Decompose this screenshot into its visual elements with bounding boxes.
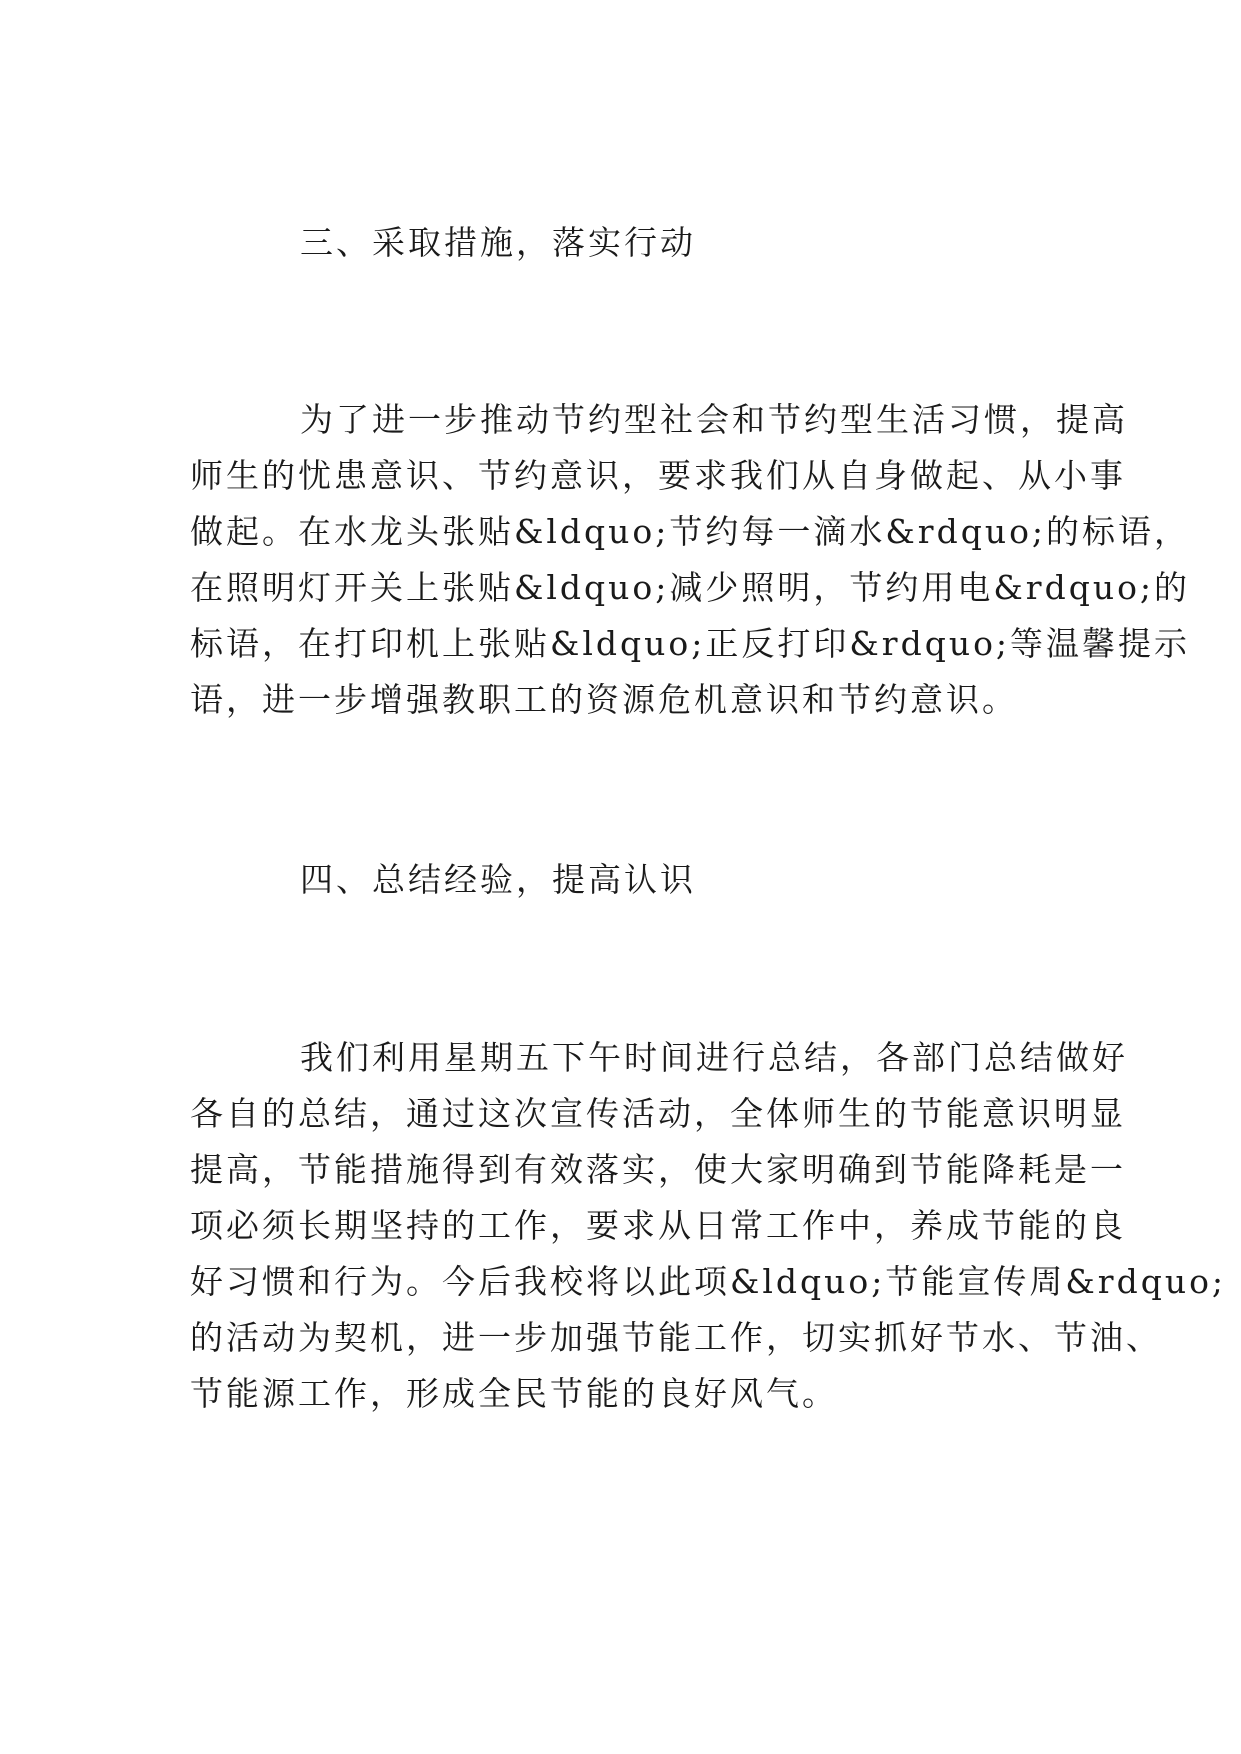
paragraph-line: 为了进一步推动节约型社会和节约型生活习惯，提高	[300, 400, 1128, 439]
paragraph-line: 我们利用星期五下午时间进行总结，各部门总结做好	[300, 1038, 1128, 1077]
paragraph-line: 好习惯和行为。今后我校将以此项&ldquo;节能宣传周&rdquo;	[190, 1262, 1227, 1301]
section-3-paragraph	[190, 392, 1191, 728]
section-4-paragraph	[190, 1030, 1227, 1422]
paragraph-line: 在照明灯开关上张贴&ldquo;减少照明，节约用电&rdquo;的	[190, 568, 1191, 607]
section-3-heading: 三、采取措施，落实行动	[300, 223, 696, 262]
paragraph-line: 标语，在打印机上张贴&ldquo;正反打印&rdquo;等温馨提示	[190, 624, 1191, 663]
paragraph-line: 节能源工作，形成全民节能的良好风气。	[190, 1374, 838, 1413]
paragraph-line: 项必须长期坚持的工作，要求从日常工作中，养成节能的良	[190, 1206, 1126, 1245]
paragraph-line: 各自的总结，通过这次宣传活动，全体师生的节能意识明显	[190, 1094, 1126, 1133]
paragraph-line: 的活动为契机，进一步加强节能工作，切实抓好节水、节油、	[190, 1318, 1162, 1357]
paragraph-line: 提高，节能措施得到有效落实，使大家明确到节能降耗是一	[190, 1150, 1126, 1189]
section-4-heading: 四、总结经验，提高认识	[300, 860, 696, 899]
paragraph-line: 语，进一步增强教职工的资源危机意识和节约意识。	[190, 680, 1018, 719]
paragraph-line: 做起。在水龙头张贴&ldquo;节约每一滴水&rdquo;的标语，	[190, 512, 1191, 551]
paragraph-line: 师生的忧患意识、节约意识，要求我们从自身做起、从小事	[190, 456, 1126, 495]
